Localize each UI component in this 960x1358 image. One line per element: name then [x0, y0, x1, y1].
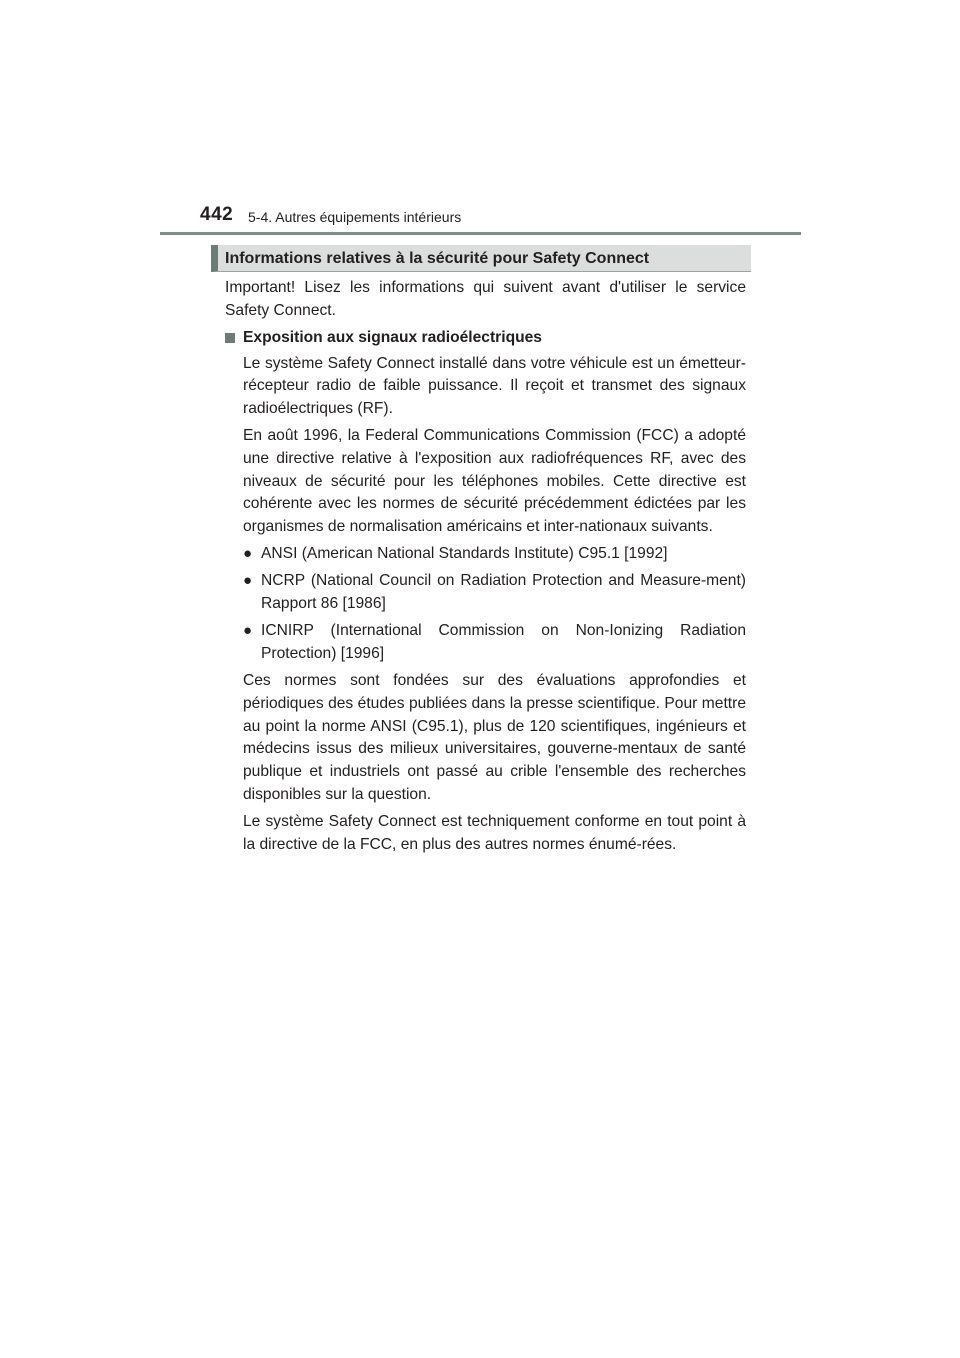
list-item: [225, 543, 746, 566]
list-item-text: ANSI (American National Standards Institute) C95.1 [1992]: [261, 545, 668, 563]
subsection-heading-text: Exposition aux signaux radioélectriques: [243, 328, 542, 346]
body-paragraph: Le système Safety Connect installé dans votre véhicule est un émetteur-récepteur radio de faible puissance. Il reçoit et transmet des signaux radioélectriques (RF).: [243, 354, 746, 418]
page-header: [200, 204, 800, 232]
bullet-dot-icon: ●: [243, 545, 253, 563]
list-item-text: NCRP (National Council on Radiation Protection and Measure-ment) Rapport 86 [1986]: [261, 572, 746, 613]
page-number: 442: [200, 204, 234, 225]
page-content: [225, 277, 746, 861]
section-title: Informations relatives à la sécurité pour Safety Connect: [225, 250, 650, 267]
list-item: [225, 620, 746, 665]
subsection-heading: [225, 327, 746, 350]
bullet-dot-icon: ●: [243, 572, 253, 590]
body-paragraph: Le système Safety Connect est techniquement conforme en tout point à la directive de la FCC, en plus des autres normes énumé-rées.: [243, 812, 746, 853]
square-bullet-icon: [225, 333, 235, 343]
chapter-title: 5-4. Autres équipements intérieurs: [248, 209, 462, 225]
body-paragraph: Ces normes sont fondées sur des évaluations approfondies et périodiques des études publiées dans la presse scientifique. Pour mettre au point la norme ANSI (C95.1), plus de 120 scientifiques, ingénieurs et médecins issus des milieux universitaires, gouverne-mentaux de santé publique et industriels ont passé au crible l'ensemble des recherches disponibles sur la question.: [243, 672, 746, 803]
section-heading-box: [211, 245, 751, 272]
list-item-text: ICNIRP (International Commission on Non-Ionizing Radiation Protection) [1996]: [261, 622, 746, 663]
intro-paragraph: Important! Lisez les informations qui suivent avant d'utiliser le service Safety Connect.: [225, 279, 746, 319]
body-paragraph: En août 1996, la Federal Communications Commission (FCC) a adopté une directive relative à l'exposition aux radiofréquences RF, avec des niveaux de sécurité pour les téléphones mobiles. Cette directive est cohérente avec les normes de sécurité précédemment édictées par les organismes de normalisation américains et inter-nationaux suivants.: [243, 427, 746, 536]
list-item: [225, 570, 746, 615]
header-rule: [160, 232, 801, 235]
bullet-dot-icon: ●: [243, 622, 253, 640]
